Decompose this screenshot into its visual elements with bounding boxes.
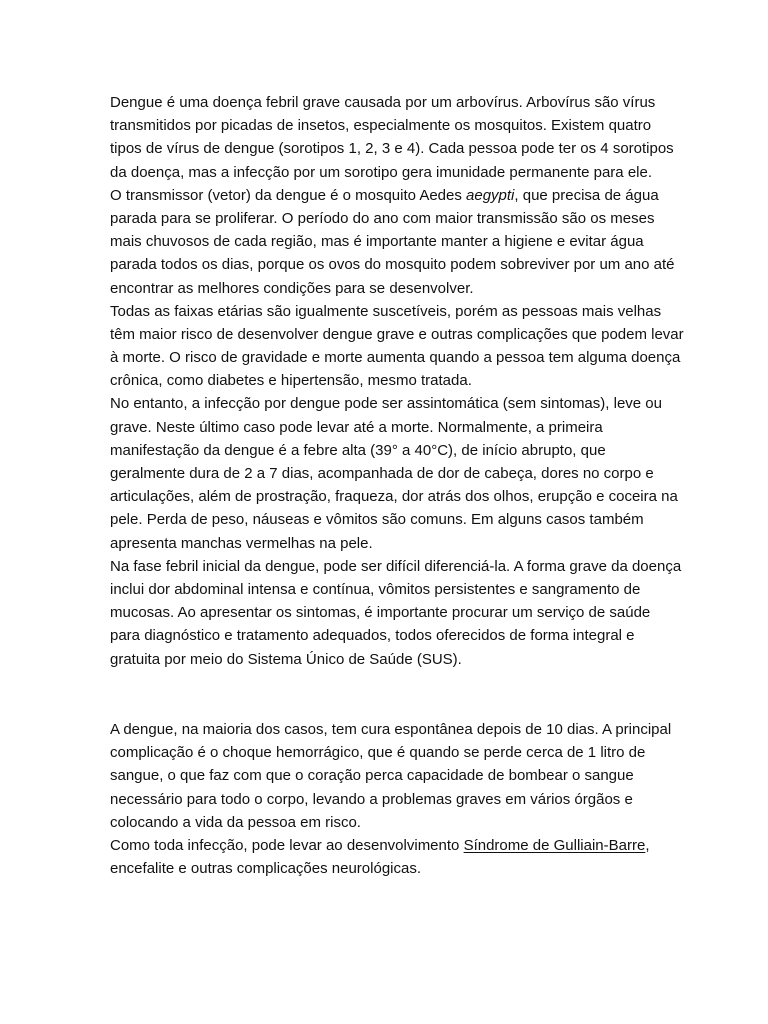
- text-line-with-link: [110, 834, 720, 857]
- text-line: encontrar as melhores condições para se desenvolver.: [110, 279, 474, 297]
- text-line: à morte. O risco de gravidade e morte aumenta quando a pessoa tem alguma doença: [110, 349, 681, 367]
- text-line: mucosas. Ao apresentar os sintomas, é importante procurar um serviço de saúde: [110, 604, 651, 622]
- text-line: parada todos os dias, porque os ovos do mosquito podem sobreviver por um ano até: [110, 256, 675, 274]
- paragraph-block-dengue-info: [110, 91, 720, 671]
- text-line: transmitidos por picadas de insetos, especialmente os mosquitos. Existem quatro: [110, 117, 652, 135]
- text-line: inclui dor abdominal intensa e contínua, vômitos persistentes e sangramento de: [110, 580, 641, 598]
- text-line: têm maior risco de desenvolver dengue grave e outras complicações que podem levar: [110, 325, 684, 343]
- text-line: tipos de vírus de dengue (sorotipos 1, 2, 3 e 4). Cada pessoa pode ter os 4 sorotipos: [110, 140, 674, 158]
- text-line: geralmente dura de 2 a 7 dias, acompanhada de dor de cabeça, dores no corpo e: [110, 465, 654, 482]
- text-line: complicação é o choque hemorrágico, que é quando se perde cerca de 1 litro de: [110, 744, 646, 762]
- text-line: parada para se proliferar. O período do ano com maior transmissão são os meses: [110, 209, 655, 227]
- text-line: gratuita por meio do Sistema Único de Saúde (SUS).: [110, 650, 462, 668]
- text-line: Na fase febril inicial da dengue, pode ser difícil diferenciá-la. A forma grave da doença: [110, 557, 682, 575]
- text-line: encefalite e outras complicações neurológicas.: [110, 860, 422, 878]
- text-segment: O transmissor (vetor) da dengue é o mosquito Aedes: [110, 186, 467, 204]
- guillain-barre-link[interactable]: Síndrome de Gulliain-Barre: [463, 836, 646, 854]
- text-line: necessário para todo o corpo, levando a problemas graves em vários órgãos e: [110, 790, 633, 808]
- text-line: manifestação da dengue é a febre alta (39° a 40°C), de início abrupto, que: [110, 441, 606, 459]
- text-line-vector: [110, 184, 720, 207]
- text-line: Dengue é uma doença febril grave causada por um arbovírus. Arbovírus são vírus: [110, 94, 656, 111]
- text-line: crônica, como diabetes e hipertensão, mesmo tratada.: [110, 372, 472, 390]
- species-name-italic: aegypti: [466, 186, 515, 204]
- text-segment: ,: [645, 836, 650, 854]
- text-line: pele. Perda de peso, náuseas e vômitos são comuns. Em alguns casos também: [110, 511, 644, 529]
- text-segment: , que precisa de água: [514, 186, 659, 204]
- text-line: sangue, o que faz com que o coração perca capacidade de bombear o sangue: [110, 767, 634, 785]
- text-line: A dengue, na maioria dos casos, tem cura espontânea depois de 10 dias. A principal: [110, 721, 672, 738]
- text-line: No entanto, a infecção por dengue pode ser assintomática (sem sintomas), leve ou: [110, 395, 662, 413]
- text-line: grave. Neste último caso pode levar até a morte. Normalmente, a primeira: [110, 418, 603, 436]
- text-line: apresenta manchas vermelhas na pele.: [110, 534, 373, 552]
- text-segment: Como toda infecção, pode levar ao desenvolvimento: [110, 836, 464, 854]
- text-line: articulações, além de prostração, fraqueza, dor atrás dos olhos, erupção e coceira na: [110, 488, 678, 506]
- text-line: mais chuvosos de cada região, mas é importante manter a higiene e evitar água: [110, 233, 644, 251]
- text-line: Todas as faixas etárias são igualmente suscetíveis, porém as pessoas mais velhas: [110, 302, 662, 320]
- text-line: colocando a vida da pessoa em risco.: [110, 813, 361, 831]
- paragraph-block-complications: [110, 718, 720, 880]
- text-line: da doença, mas a infecção por um sorotipo gera imunidade permanente para ele.: [110, 163, 652, 181]
- text-line: para diagnóstico e tratamento adequados, todos oferecidos de forma integral e: [110, 627, 635, 645]
